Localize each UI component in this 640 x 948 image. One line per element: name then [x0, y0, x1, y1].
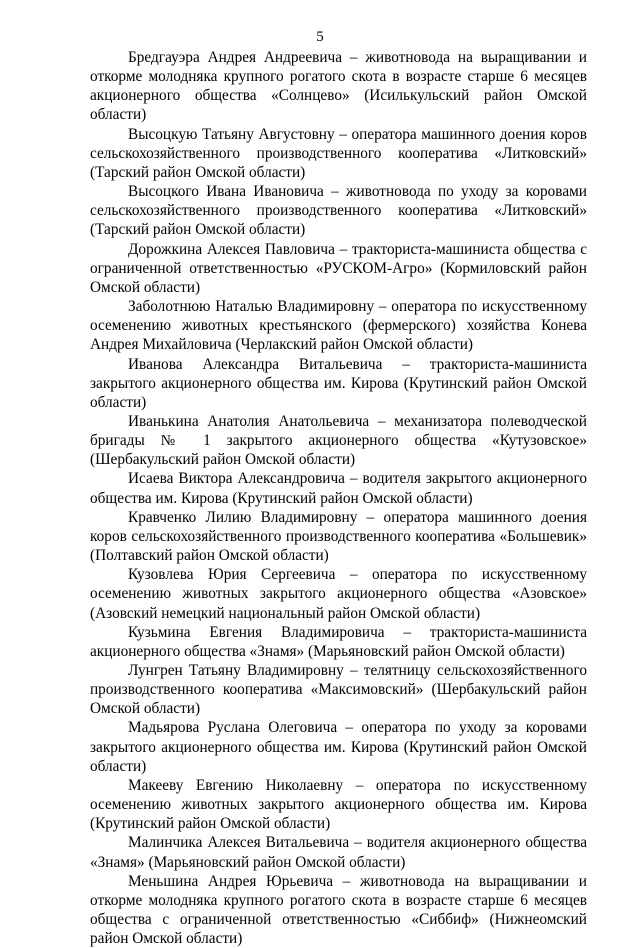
list-item: Исаева Виктора Александровича – водителя закрытого акционерного общества им. Кирова (Крутинский район Омской области): [90, 470, 587, 507]
list-item: Высоцкую Татьяну Августовну – оператора машинного доения коров сельскохозяйственного производственного кооператива «Литковский» (Тарский район Омской области): [90, 125, 587, 181]
list-item: Макееву Евгению Николаевну – оператора по искусственному осеменению животных закрытого акционерного общества им. Кирова (Крутинский район Омской области): [90, 776, 587, 833]
list-item: Кузьмина Евгения Владимировича – тракториста-машиниста акционерного общества «Знамя» (Марьяновский район Омской области): [90, 623, 587, 660]
list-item: Дорожкина Алексея Павловича – тракториста-машиниста общества с ограниченной ответственностью «РУСКОМ-Агро» (Кормиловский район Омской области): [90, 240, 587, 296]
list-item: Бредгауэра Андрея Андреевича – животновода на выращивании и откорме молодняка крупного рогатого скота в возрасте старше 6 месяцев акционерного общества «Солнцево» (Исилькульский район Омской области): [90, 49, 587, 124]
award-list: [90, 48, 587, 948]
list-item: Заболотнюю Наталью Владимировну – оператора по искусственному осеменению животных крестьянского (фермерского) хозяйства Конева Андрея Михайловича (Черлакский район Омской области): [90, 298, 587, 354]
list-item: Высоцкого Ивана Ивановича – животновода по уходу за коровами сельскохозяйственного производственного кооператива «Литковский» (Тарский район Омской области): [90, 183, 587, 239]
list-item: Кузовлева Юрия Сергеевича – оператора по искусственному осеменению животных закрытого акционерного общества «Азовское» (Азовский немецкий национальный район Омской области): [90, 566, 587, 622]
list-item: Кравченко Лилию Владимировну – оператора машинного доения коров сельскохозяйственного производственного кооператива «Большевик» (Полтавский район Омской области): [90, 508, 587, 565]
list-item: Мадьярова Руслана Олеговича – оператора по уходу за коровами закрытого акционерного общества им. Кирова (Крутинский район Омской области): [90, 719, 587, 775]
list-item: Лунгрен Татьяну Владимировну – телятницу сельскохозяйственного производственного кооператива «Максимовский» (Шербакульский район Омской области): [90, 662, 587, 718]
list-item: Меньшина Андрея Юрьевича – животновода на выращивании и откорме молодняка крупного рогатого скота в возрасте старше 6 месяцев общества с ограниченной ответственностью «Сиббиф» (Нижнеомский район Омской области): [90, 872, 587, 948]
list-item: Иванова Александра Витальевича – тракториста-машиниста закрытого акционерного общества им. Кирова (Крутинский район Омской области): [90, 355, 587, 411]
list-item: Малинчика Алексея Витальевича – водителя акционерного общества «Знамя» (Марьяновский район Омской области): [90, 834, 587, 871]
page-number: 5: [316, 29, 324, 45]
list-item: Иванькина Анатолия Анатольевича – механизатора полеводческой бригады № 1 закрытого акционерного общества «Кутузовское» (Шербакульский район Омской области): [90, 412, 587, 469]
